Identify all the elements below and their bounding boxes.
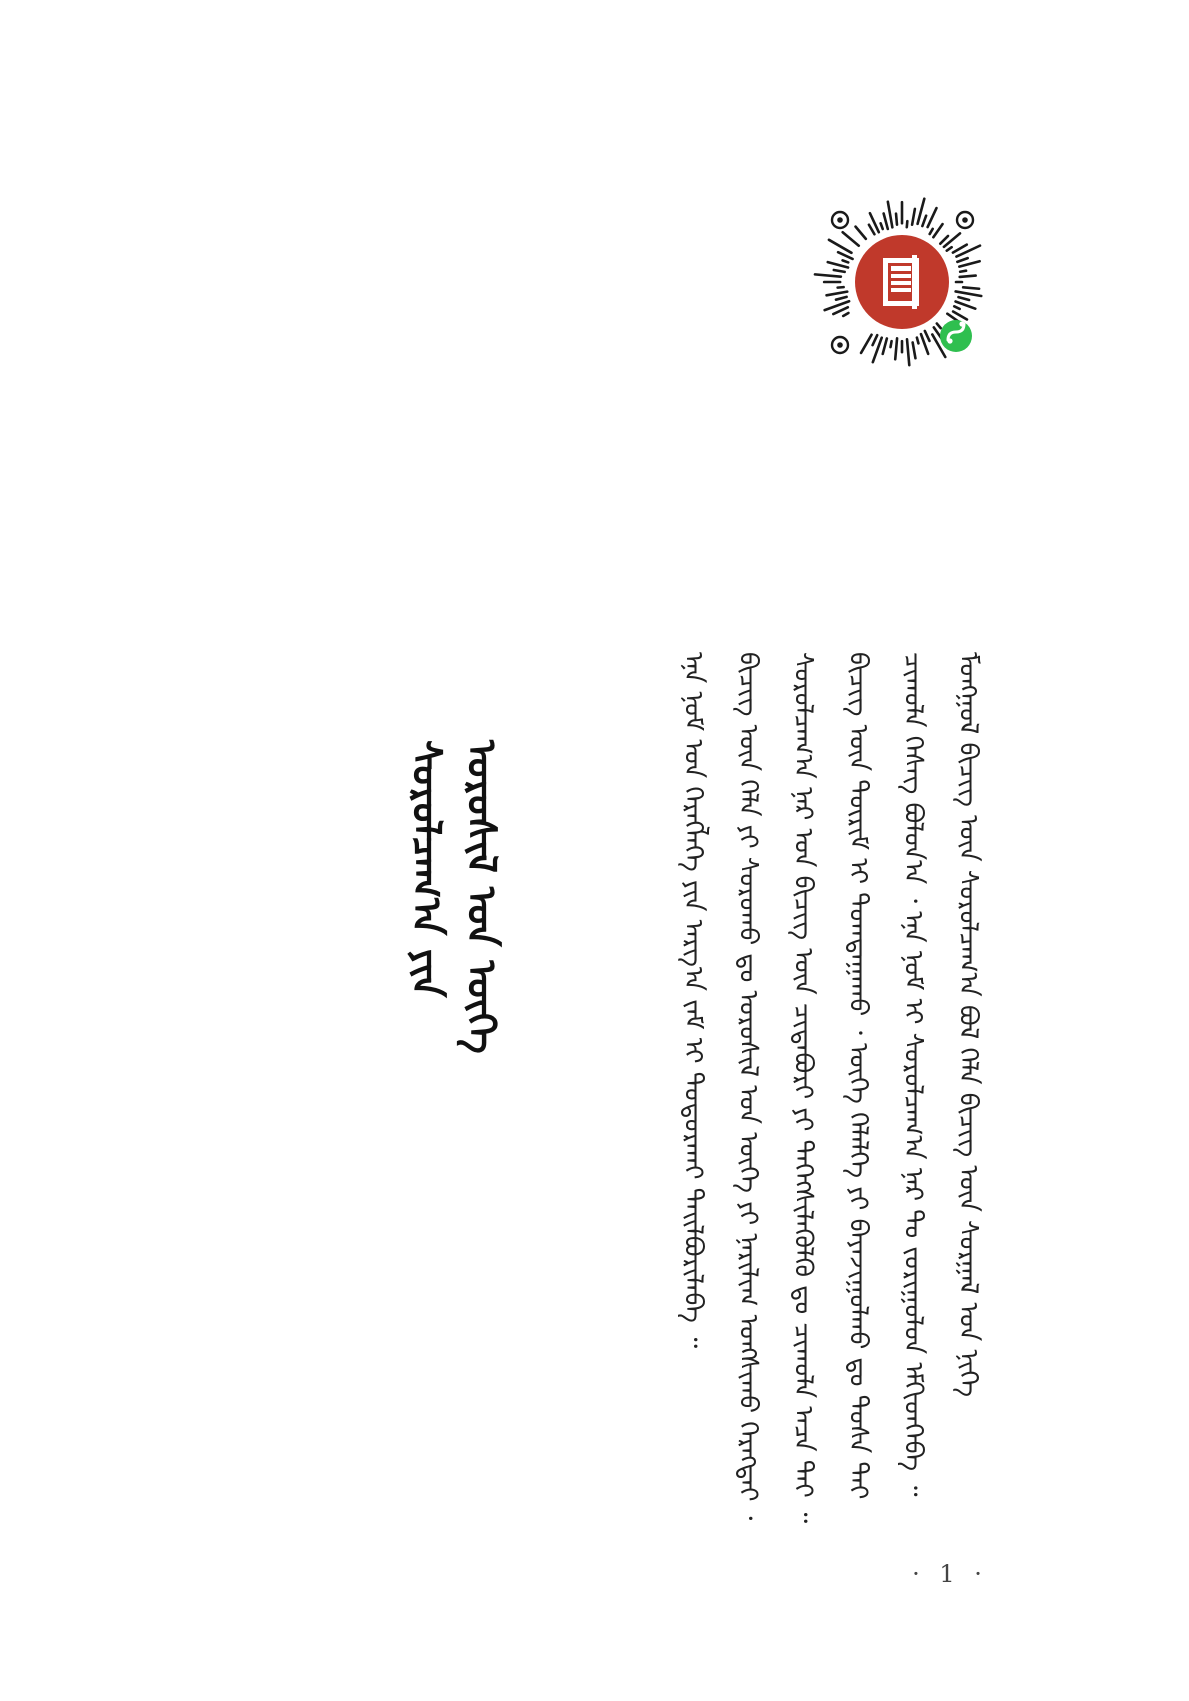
qr-ray <box>869 225 875 235</box>
qr-ray <box>958 297 969 300</box>
qr-ray <box>843 232 859 245</box>
qr-ray <box>836 297 847 300</box>
qr-ray <box>922 216 926 226</box>
qr-ray <box>957 258 967 262</box>
qr-ray <box>891 341 892 347</box>
qr-ray <box>960 271 966 272</box>
qr-ray <box>827 292 848 296</box>
qr-ray <box>913 342 916 358</box>
qr-ray <box>873 335 878 345</box>
qr-ray <box>856 227 866 239</box>
qr-ray <box>930 229 933 234</box>
qr-ray <box>960 276 976 277</box>
page-number: · 1 · <box>912 1560 988 1588</box>
qr-ray <box>833 307 848 314</box>
qr-ray <box>888 202 893 228</box>
qr-ray <box>843 260 849 262</box>
qr-ray <box>907 221 908 227</box>
qr-ray <box>954 306 959 309</box>
qr-ray <box>883 338 887 353</box>
body-text-column: ᠪᠢᠴᠢᠭ ᠦᠨ ᠳᠦᠷᠢᠮ ᠢ ᠲᠣᠭᠲᠠᠭᠠᠬᠤ ᠂ ᠦᠭᠡ ᠬᠡᠯᠡᠯᠭᠡ ᠶᠢ ᠪᠠᠶᠠᠵᠢᠭᠤᠯᠬᠤ ᠳᠤ ᠲᠤᠰᠠ ᠲᠠᠢ <box>843 652 873 1500</box>
qr-ray <box>907 339 909 365</box>
qr-ray <box>829 240 852 253</box>
qr-ray <box>815 274 841 276</box>
qr-ray <box>834 270 845 272</box>
qr-ray <box>944 233 960 246</box>
page-title-line-2: ᠰᠤᠷᠤᠯᠴᠠᠭ᠎ᠠ ᠶᠢᠨ <box>403 740 449 998</box>
qr-ray <box>917 338 919 344</box>
qr-ray <box>947 247 952 250</box>
body-text-column: ᠪᠢᠴᠢᠭ ᠦᠨ ᠬᠡᠯᠡ ᠶᠢ ᠰᠤᠷᠤᠬᠤ ᠳᠤ ᠣᠷᠣᠰᠢᠯ ᠤᠨ ᠦᠭᠡ ᠶᠢ ᠨᠠᠷᠢᠯᠢᠭ ᠤᠩᠰᠢᠬᠤ ᠬᠡᠷᠡᠭᠲᠡᠢ ᠂ <box>733 652 763 1521</box>
wechat-mini-program-icon <box>940 320 972 352</box>
qr-ray <box>861 335 872 353</box>
qr-ray <box>843 313 848 316</box>
qr-ray <box>838 287 844 288</box>
qr-ray <box>895 338 897 359</box>
qr-ray <box>896 214 897 225</box>
qr-ray <box>828 262 848 267</box>
qr-ray <box>959 261 979 266</box>
body-text-column: ᠰᠤᠷᠤᠯᠴᠠᠭ᠎ᠠ ᠨᠠᠷ ᠤᠨ ᠪᠢᠴᠢᠭ ᠦᠨ ᠴᠢᠳᠠᠪᠤᠷᠢ ᠶᠢ ᠳᠡᠭᠡᠭᠰᠢᠯᠡᠭᠦᠯᠬᠦ ᠳᠤ ᠴᠢᠬᠤᠯᠠ ᠠᠴᠠ ᠲᠠᠢ ᠃ <box>788 652 818 1524</box>
qr-ray <box>925 331 930 341</box>
qr-ray <box>956 291 982 296</box>
body-text-column: ᠡᠨᠡ ᠨᠣᠮ ᠤᠨ ᠬᠡᠷᠡᠭᠯᠡᠭᠡ ᠶᠢᠨ ᠠᠷᠭ᠎ᠠ ᠵᠠᠮ ᠢ ᠲᠣᠳᠣᠷᠬᠠᠢ ᠲᠠᠢᠯᠪᠤᠷᠢᠯᠠᠪᠠ ᠃ <box>678 652 708 1349</box>
body-text-column: ᠴᠢᠬᠤᠯᠠ ᠬᠡᠰᠡᠭ ᠪᠣᠯᠤᠨ᠎ᠠ ᠂ ᠡᠨᠡ ᠨᠣᠮ ᠢ ᠰᠤᠷᠤᠯᠴᠠᠭ᠎ᠠ ᠨᠠᠷ ᠲᠤ ᠵᠣᠷᠢᠭᠤᠯᠤᠨ ᠡᠮᠬᠢᠳᠬᠡᠪᠡ ᠃ <box>898 652 928 1497</box>
qr-ray <box>928 208 937 227</box>
qr-ray <box>940 236 948 244</box>
qr-ray <box>881 223 883 229</box>
mini-program-code-icon <box>800 180 1005 385</box>
body-text-column: ᠮᠣᠩᠭᠣᠯ ᠪᠢᠴᠢᠭ ᠦᠨ ᠰᠤᠷᠤᠯᠴᠠᠭ᠎ᠠ ᠪᠣᠯ ᠬᠡᠯᠡ ᠪᠢᠴᠢᠭ ᠦᠨ ᠰᠤᠷᠭᠠᠯ ᠤᠨ ᠨᠢᠭᠡ <box>953 652 983 1398</box>
page-title-line-1: ᠣᠷᠣᠰᠢᠯ ᠤᠨ ᠦᠭᠡ <box>458 740 504 1054</box>
publisher-book-logo <box>855 235 949 329</box>
qr-ray <box>963 287 979 288</box>
qr-ray <box>937 324 941 329</box>
qr-ray <box>912 209 915 225</box>
qr-ray <box>884 213 888 228</box>
qr-ray <box>933 224 942 237</box>
qr-graphic <box>800 180 1005 385</box>
